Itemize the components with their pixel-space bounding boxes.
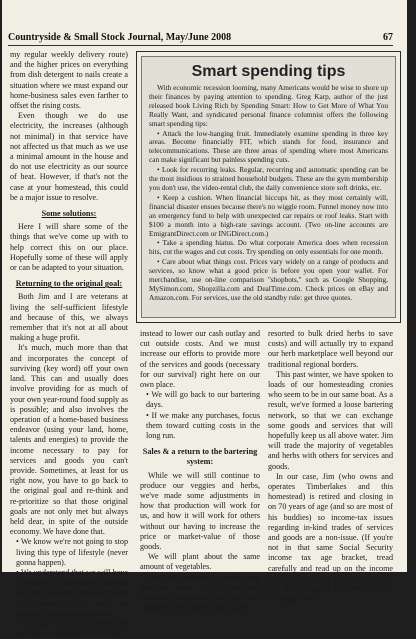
paragraph: instead to lower our cash outlay and cut outside costs. And we must increase our efforts to provide more of the services and goods (necessary for our survival) right here on our own place. — [140, 329, 260, 390]
page-number: 67 — [383, 32, 393, 43]
paragraph: my regular weekly delivery route) and the higher prices on everything from dish detergent to nails create a situation where we must expand our home-business sales even farther to offset the rising costs. — [10, 50, 128, 111]
column-left — [10, 50, 128, 639]
tip-item: • Care about what things cost. Prices vary widely on a range of products and services, so know what a good price is before you open your wallet. For merchandise, use on-line comparison "shopbots," such as Google Shopping, MySimon.com, Shopzilla.com and DealTime.com. Check prices on eBay and Amazon.com. For services, use the old standby rule: get three quotes. — [149, 257, 388, 302]
running-header — [8, 32, 393, 43]
magazine-page — [2, 0, 407, 639]
column-right — [268, 329, 393, 604]
bullet-item: • If we make any purchases, focus them toward cutting costs in the long run. — [146, 410, 260, 441]
bullet-item: • We understand that we will have to modify our production plans so that the economy (however nasty it is) works for us (and our buyers), rather than against us. — [16, 567, 128, 618]
subheading: Some solutions: — [41, 209, 97, 219]
paragraph: We will plant about the same amount of vegetables. — [140, 552, 260, 572]
paragraph: While we will still continue to produce our veggies and herbs, we've made some adjustments in how that production will work for us, and how it will work for others without our having to increase the price or market-value of those goods. — [140, 470, 260, 552]
header-rule — [8, 45, 393, 46]
bullet-item: • We will go back to our bartering days. — [146, 390, 260, 410]
tip-item: • Attack the low-hanging fruit. Immediately examine spending in three key areas. Become financially FIT, which stands for food, insurance and telecommunications. These are three areas of spending where most Americans can make significant but painless spending cuts. — [149, 128, 388, 165]
bullet-item: • We must focus our energies less on what we produce to sell, and — [16, 618, 128, 639]
journal-title: Countryside & Small Stock Journal, May/June 2008 — [8, 32, 232, 43]
bullet-item: • We know we're not going to stop living this type of lifestyle (never gonna happen). — [16, 537, 128, 567]
sidebar-title: Smart spending tips — [191, 63, 346, 80]
paragraph: This past winter, we have spoken to loads of our homesteading cronies who seem to be in our same boat. As a result, we've formed a loose bartering network, so that we can exchange some goods and services that will hopefully keep us all above water. Jim will trade the majority of vegetables and herbs with others for services and goods. — [268, 369, 393, 471]
sidebar-intro: With economic recession looming, many Americans would be wise to shore up their finances by paying attention to spending. Greg Karp, author of the just released book Living Rich by Spending Smart: How to Get More of What You Really Want, and syndicated personal finance columnist offers the following smart spending tips: — [149, 83, 388, 128]
paragraph: Both Jim and I are veterans at living the self-sufficient lifestyle and because of this, we always remember that it's not at all about making a huge profit. — [10, 292, 128, 343]
column-middle — [140, 329, 260, 613]
sidebar-text — [149, 84, 388, 303]
subheading: Sales & a return to the bartering system: — [142, 447, 258, 467]
tip-item: • Look for recurring leaks. Regular, recurring and automatic spending can be the most insidious to strained household budgets. These are the gym membership you don't use, the video-rental club, the daily convenience store soft drinks, etc. — [149, 165, 388, 192]
tip-item: • Keep a cushion. When financial hiccups hit, as they most certainly will, financial disaster ensues because there's no wiggle room. Funnel money now into an emergency fund to help with unexpected car repairs or roof leaks. Start with $100 a month into a high-rate savings account. (Two on-line accounts are EmigrantDirect.com or INGDirect.com.) — [149, 192, 388, 238]
sidebar-inner — [141, 56, 396, 318]
page-edge-shadow — [407, 0, 416, 572]
paragraph: It's much, much more than that and incorporates the concept of surviving (key word) off your own land. This can and usually does involve providing for as much of your own year-round food supply as is possible; and also involves the operation of a home-based business endeavor (using your land, home, talents and energies) to provide the income necessary to pay for services and goods you can't provide. Sometimes, at least for us right now, you have to go back to the original goal and re-think and re-prioritize so that those original goals are not only met but always held dear, in spite of the outside economy. We have done that. — [10, 343, 128, 537]
paragraph: resorted to bulk dried herbs to save costs) and will actually try to expand our herb marketplace well beyond our traditional regional borders. — [268, 329, 393, 369]
paragraph: Here I will share some of the things that we've come up with to help correct this on our place. Hopefully some of these will apply or can be adapted to your situation. — [10, 222, 128, 273]
sidebar-box — [136, 51, 401, 323]
subheading: Returning to the original goal: — [15, 279, 123, 289]
paragraph: In our case, Jim (who owns and operates Timberlakes and this homestead) is retired and closing in on 70 years of age (and so are most of his buddies) so income-tax issues regarding in-kind trades of services and goods are a non-issue. (If you're not in that same Social Security income tax age bracket, tread carefully and read up on the income tax regulations in this regard.) Jim will grow veggies and these will be exchanged with — [268, 471, 393, 604]
paragraph: Even though we do use electricity, the increases (although not minimal) in that service have not affected us that much as we use a minimal amount in the house and do not use electricity as our source of heat. However, if that's not the case at your homestead, this could be a major issue to resolve. — [10, 111, 128, 202]
paragraph: We will continue to market our fresh-cut herbs to our long-term restaurant customers who need and continue to buy them (many have — [140, 572, 260, 613]
tip-item: • Take a spending hiatus. Do what corporate America does when recession hits, cut the wages and cut costs. Try spending on only essentials for one month. — [149, 238, 388, 257]
